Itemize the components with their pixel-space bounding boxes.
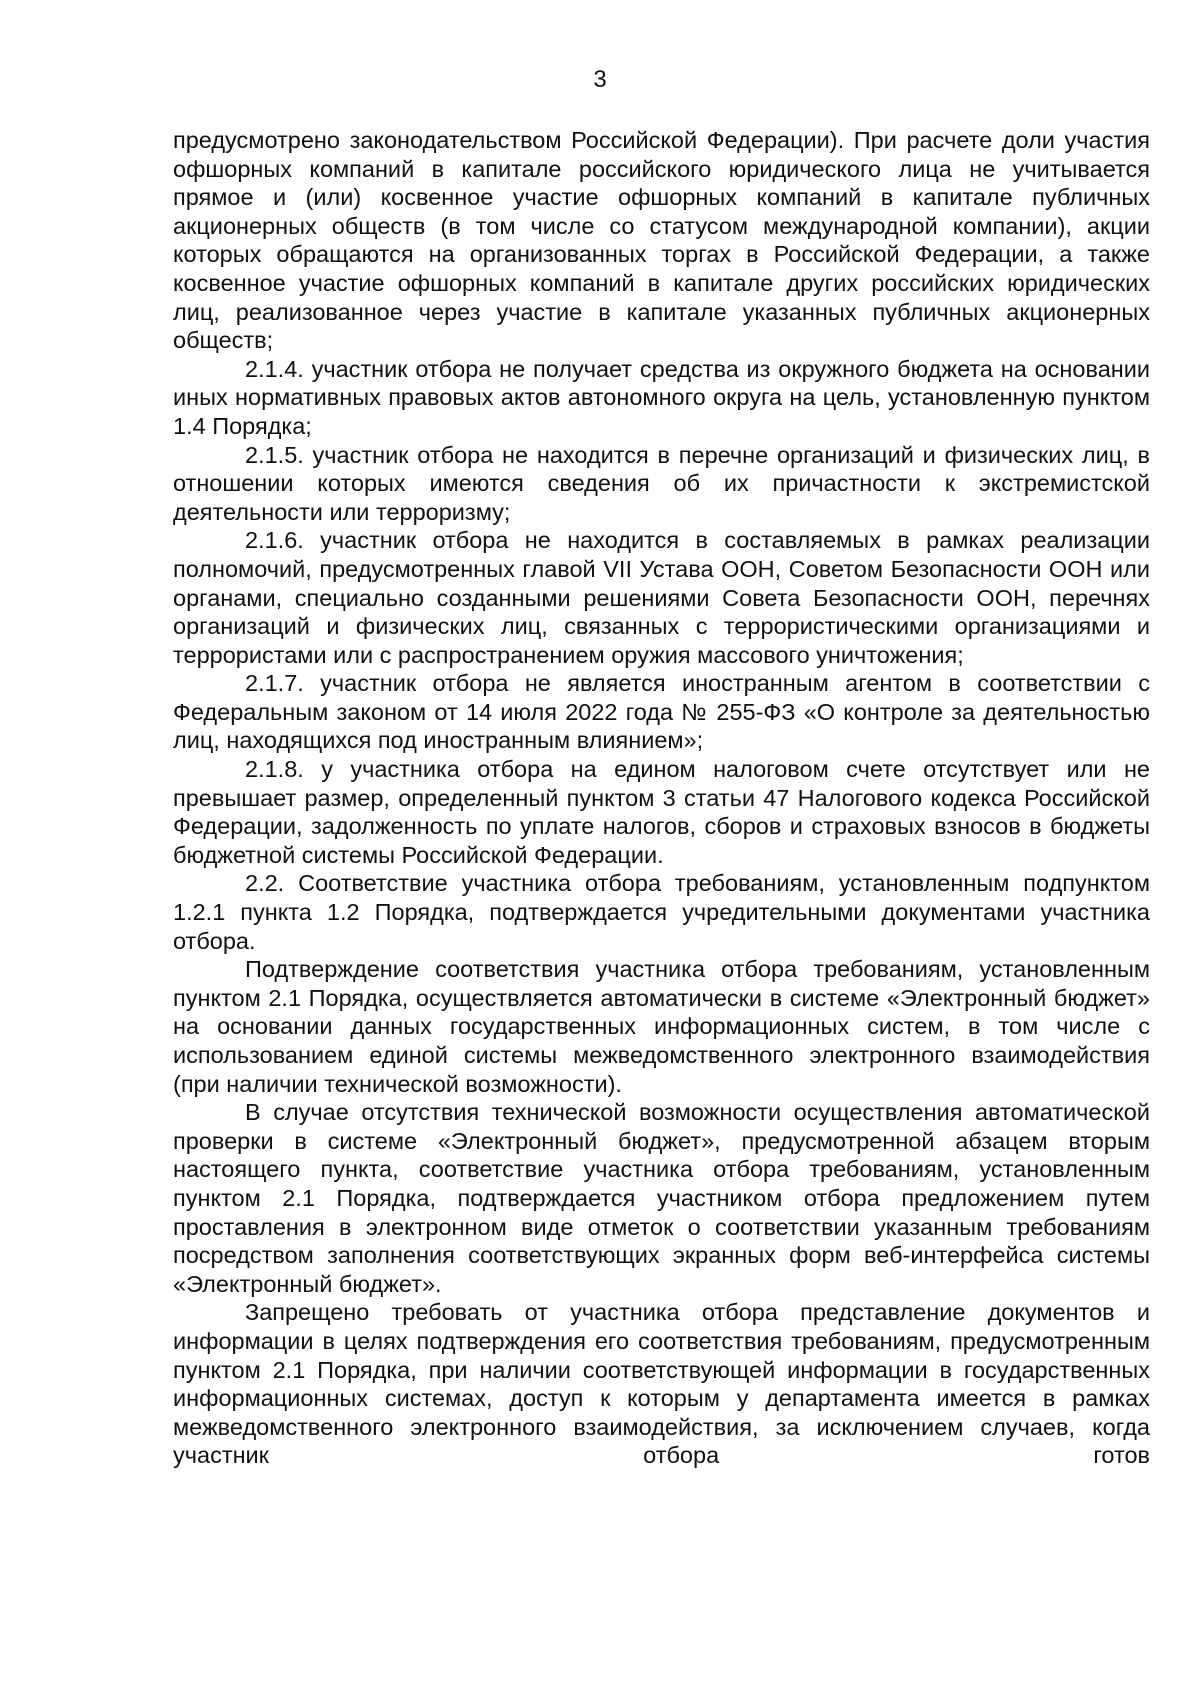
paragraph-2-1-7: 2.1.7. участник отбора не является иностранным агентом в соответствии с Федеральным законом от 14 июля 2022 года № 255-ФЗ «О контроле за деятельностью лиц, находящихся под иностранным влиянием»; xyxy=(173,670,1150,754)
document-body xyxy=(173,126,1150,1470)
page-number: 3 xyxy=(593,66,607,93)
paragraph-prohibition: Запрещено требовать от участника отбора представление документов и информации в целях подтверждения его соответствия требованиям, предусмотренным пунктом 2.1 Порядка, при наличии соответствующей информации в государственных информационных системах, доступ к которым у департамента имеется в рамках межведомственного электронного взаимодействия, за исключением случаев, когда участник отбора готов xyxy=(173,1299,1150,1469)
paragraph-2-1-8: 2.1.8. у участника отбора на едином налоговом счете отсутствует или не превышает размер, определенный пунктом 3 статьи 47 Налогового кодекса Российской Федерации, задолженность по уплате налогов, сборов и страховых взносов в бюджеты бюджетной системы Российской Федерации. xyxy=(173,756,1150,868)
paragraph-offshore-participation: предусмотрено законодательством Российской Федерации). При расчете доли участия офшорных компаний в капитале российского юридического лица не учитывается прямое и (или) косвенное участие офшорных компаний в капитале публичных акционерных обществ (в том числе со статусом международной компании), акции которых обращаются на организованных торгах в Российской Федерации, а также косвенное участие офшорных компаний в капитале других российских юридических лиц, реализованное через участие в капитале указанных публичных акционерных обществ; xyxy=(173,127,1150,354)
paragraph-2-1-4: 2.1.4. участник отбора не получает средства из окружного бюджета на основании иных нормативных правовых актов автономного округа на цель, установленную пунктом 1.4 Порядка; xyxy=(173,355,1150,439)
paragraph-2-2: 2.2. Соответствие участника отбора требованиям, установленным подпунктом 1.2.1 пункта 1.2 Порядка, подтверждается учредительными документами участника отбора. xyxy=(173,870,1150,954)
paragraph-2-1-6: 2.1.6. участник отбора не находится в составляемых в рамках реализации полномочий, предусмотренных главой VII Устава ООН, Советом Безопасности ООН или органами, специально созданными решениями Совета Безопасности ООН, перечнях организаций и физических лиц, связанных с террористическими организациями и террористами или с распространением оружия массового уничтожения; xyxy=(173,527,1150,668)
paragraph-2-1-5: 2.1.5. участник отбора не находится в перечне организаций и физических лиц, в отношении которых имеются сведения об их причастности к экстремистской деятельности или терроризму; xyxy=(173,441,1150,525)
paragraph-confirmation-manual: В случае отсутствия технической возможности осуществления автоматической проверки в системе «Электронный бюджет», предусмотренной абзацем вторым настоящего пункта, соответствие участника отбора требованиям, установленным пунктом 2.1 Порядка, подтверждается участником отбора предложением путем проставления в электронном виде отметок о соответствии указанным требованиям посредством заполнения соответствующих экранных форм веб-интерфейса системы «Электронный бюджет». xyxy=(173,1099,1150,1297)
paragraph-confirmation-automatic: Подтверждение соответствия участника отбора требованиям, установленным пунктом 2.1 Порядка, осуществляется автоматически в системе «Электронный бюджет» на основании данных государственных информационных систем, в том числе с использованием единой системы межведомственного электронного взаимодействия (при наличии технической возможности). xyxy=(173,956,1150,1097)
